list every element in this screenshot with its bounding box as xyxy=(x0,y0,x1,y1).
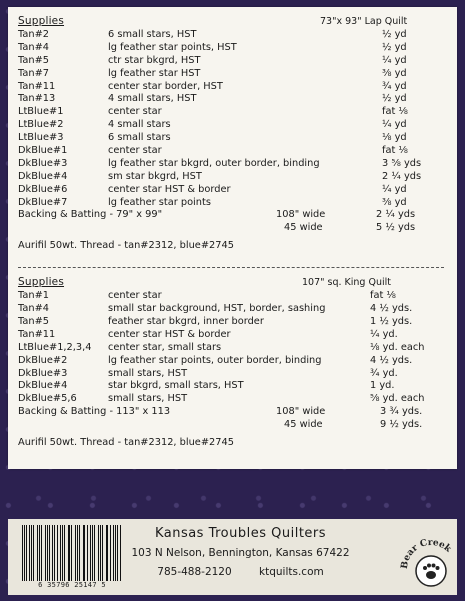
supply-row xyxy=(18,145,447,158)
barcode-bar xyxy=(75,525,76,581)
fabric-name: DkBlue#2 xyxy=(18,354,68,366)
fabric-name: Tan#5 xyxy=(18,54,50,66)
supply-row xyxy=(18,380,447,393)
fabric-quantity: 1 ½ yds. xyxy=(370,316,413,328)
fabric-quantity: fat ⅛ xyxy=(382,145,408,157)
backing-label: Backing & Batting - 113" x 113 xyxy=(18,406,171,418)
supply-row xyxy=(18,316,447,329)
fabric-usage: lg feather star points, HST xyxy=(108,41,237,53)
supplies-panel xyxy=(8,7,457,469)
backing-qty: 3 ¾ yds. xyxy=(380,406,423,418)
section2-thread: Aurifil 50wt. Thread - tan#2312, blue#2745 xyxy=(18,437,234,449)
supply-row xyxy=(18,119,447,132)
fabric-name: DkBlue#7 xyxy=(18,196,68,208)
fabric-name: Tan#5 xyxy=(18,316,50,328)
section2-header xyxy=(18,276,447,290)
fabric-quantity: ⅜ yd xyxy=(382,196,407,208)
supply-row xyxy=(18,29,447,42)
fabric-name: Tan#13 xyxy=(18,93,56,105)
backing-width: 45 wide xyxy=(284,419,323,431)
footer-label xyxy=(8,519,457,595)
backing-width: 45 wide xyxy=(284,222,323,234)
fabric-name: Tan#2 xyxy=(18,29,50,40)
logo-text: Bear Creek xyxy=(399,537,453,570)
fabric-name: Tan#11 xyxy=(18,80,56,92)
supply-row xyxy=(18,355,447,368)
barcode-bar xyxy=(57,525,58,581)
section1-header xyxy=(18,15,447,29)
fabric-quantity: ⅜ yd xyxy=(382,67,407,79)
fabric-quantity: 4 ½ yds. xyxy=(370,354,413,366)
fabric-usage: lg feather star HST xyxy=(108,67,201,79)
barcode-bar xyxy=(107,525,108,581)
barcode-bar xyxy=(29,525,30,581)
fabric-usage: feather star bkgrd, inner border xyxy=(108,316,264,328)
supply-row xyxy=(18,368,447,381)
backing-label: Backing & Batting - 79" x 99" xyxy=(18,209,163,221)
supply-row xyxy=(18,290,447,303)
fabric-usage: center star xyxy=(108,106,162,118)
fabric-usage: lg feather star bkgrd, outer border, binding xyxy=(108,157,320,169)
backing-qty: 2 ¼ yds xyxy=(376,209,416,221)
section2-backing-row xyxy=(18,406,447,419)
fabric-quantity: ¼ yd xyxy=(382,183,407,195)
supply-row xyxy=(18,171,447,184)
barcode-bar xyxy=(113,525,114,581)
barcode-bar xyxy=(100,525,101,581)
barcode-bar xyxy=(22,525,23,581)
company-contact xyxy=(128,566,353,578)
dashed-divider xyxy=(18,267,444,268)
section2-backing-row xyxy=(18,419,447,432)
fabric-name: DkBlue#6 xyxy=(18,183,68,195)
fabric-quantity: fat ⅛ xyxy=(382,106,408,118)
supply-row xyxy=(18,303,447,316)
backing-width: 108" wide xyxy=(276,209,326,221)
fabric-usage: center star, small stars xyxy=(108,341,222,353)
barcode-bar xyxy=(71,525,72,581)
fabric-name: Tan#11 xyxy=(18,328,56,340)
fabric-usage: center star border, HST xyxy=(108,80,223,92)
fabric-quantity: ⅛ yd xyxy=(382,132,407,144)
bear-paw-logo xyxy=(397,529,461,593)
fabric-name: DkBlue#5,6 xyxy=(18,393,77,405)
fabric-usage: center star HST & border xyxy=(108,328,231,340)
fabric-usage: small stars, HST xyxy=(108,393,188,405)
fabric-name: Tan#4 xyxy=(18,303,50,315)
barcode-bar xyxy=(94,525,95,581)
section2-list xyxy=(18,290,447,406)
barcode-bar xyxy=(52,525,53,581)
fabric-name: DkBlue#4 xyxy=(18,380,68,392)
barcode xyxy=(22,525,122,581)
fabric-quantity: ¼ yd. xyxy=(370,328,398,340)
barcode-bar xyxy=(64,525,65,581)
fabric-quantity: ⅛ yd. each xyxy=(370,341,425,353)
section1-thread: Aurifil 50wt. Thread - tan#2312, blue#2745 xyxy=(18,240,234,252)
fabric-usage: star bkgrd, small stars, HST xyxy=(108,380,244,392)
fabric-name: DkBlue#3 xyxy=(18,157,68,169)
backing-width: 108" wide xyxy=(276,406,326,418)
fabric-quantity: ½ yd xyxy=(382,93,407,105)
supply-row xyxy=(18,393,447,406)
supply-row xyxy=(18,42,447,55)
supply-row xyxy=(18,158,447,171)
fabric-usage: 4 small stars xyxy=(108,119,171,131)
fabric-quantity: 3 ⅝ yds xyxy=(382,157,422,169)
section1-quilt-size: 73"x 93" Lap Quilt xyxy=(320,16,408,27)
fabric-name: LtBlue#1 xyxy=(18,106,64,118)
supply-row xyxy=(18,81,447,94)
fabric-usage: lg feather star points, outer border, binding xyxy=(108,354,322,366)
fabric-quantity: ½ yd xyxy=(382,41,407,53)
fabric-name: LtBlue#3 xyxy=(18,132,64,144)
fabric-quantity: ⅝ yd. each xyxy=(370,393,425,405)
fabric-usage: center star HST & border xyxy=(108,183,231,195)
barcode-bar xyxy=(120,525,121,581)
fabric-usage: ctr star bkgrd, HST xyxy=(108,54,201,66)
fabric-name: Tan#1 xyxy=(18,290,50,302)
fabric-quantity: ¼ yd xyxy=(382,54,407,66)
fabric-name: Tan#4 xyxy=(18,41,50,53)
fabric-quantity: ½ yd xyxy=(382,29,407,40)
supply-row xyxy=(18,68,447,81)
fabric-usage: 4 small stars, HST xyxy=(108,93,197,105)
barcode-bar xyxy=(83,525,84,581)
fabric-usage: 6 small stars xyxy=(108,132,171,144)
section2-title: Supplies xyxy=(18,276,65,289)
fabric-name: LtBlue#1,2,3,4 xyxy=(18,341,92,353)
backing-qty: 9 ½ yds. xyxy=(380,419,423,431)
supply-row xyxy=(18,197,447,210)
fabric-quantity: 1 yd. xyxy=(370,380,395,392)
barcode-number: 6 35796 25147 5 xyxy=(38,581,106,589)
supply-row xyxy=(18,329,447,342)
fabric-name: DkBlue#3 xyxy=(18,367,68,379)
fabric-usage: small star background, HST, border, sashing xyxy=(108,303,326,315)
fabric-usage: sm star bkgrd, HST xyxy=(108,170,202,182)
fabric-quantity: 4 ½ yds. xyxy=(370,303,413,315)
barcode-bar xyxy=(41,525,42,581)
company-name: Kansas Troubles Quilters xyxy=(154,526,327,541)
fabric-quantity: ¼ yd xyxy=(382,119,407,131)
section1-title: Supplies xyxy=(18,15,65,27)
fabric-name: DkBlue#4 xyxy=(18,170,68,182)
section2-quilt-size: 107" sq. King Quilt xyxy=(302,277,391,289)
fabric-usage: 6 small stars, HST xyxy=(108,29,197,40)
fabric-name: LtBlue#2 xyxy=(18,119,64,131)
barcode-bar xyxy=(87,525,88,581)
company-website: ktquilts.com xyxy=(259,566,324,578)
fabric-usage: lg feather star points xyxy=(108,196,211,208)
fabric-name: DkBlue#1 xyxy=(18,145,68,157)
supply-row xyxy=(18,184,447,197)
section1-backing-row xyxy=(18,209,447,222)
company-phone: 785-488-2120 xyxy=(157,566,232,578)
fabric-usage: center star xyxy=(108,290,162,302)
fabric-usage: small stars, HST xyxy=(108,367,188,379)
section1-backing-row xyxy=(18,222,447,235)
fabric-quantity: ¾ yd xyxy=(382,80,407,92)
supply-row xyxy=(18,132,447,145)
backing-qty: 5 ½ yds xyxy=(376,222,416,234)
barcode-bar xyxy=(33,525,34,581)
fabric-quantity: ¾ yd. xyxy=(370,367,398,379)
section1-list xyxy=(18,29,447,209)
supply-row xyxy=(18,93,447,106)
supply-row xyxy=(18,106,447,119)
fabric-quantity: fat ⅛ xyxy=(370,290,396,302)
fabric-usage: center star xyxy=(108,145,162,157)
fabric-quantity: 2 ¼ yds xyxy=(382,170,422,182)
barcode-bar xyxy=(45,525,46,581)
supply-row xyxy=(18,55,447,68)
supply-row xyxy=(18,342,447,355)
company-address: 103 N Nelson, Bennington, Kansas 67422 xyxy=(131,547,350,559)
fabric-name: Tan#7 xyxy=(18,67,50,79)
